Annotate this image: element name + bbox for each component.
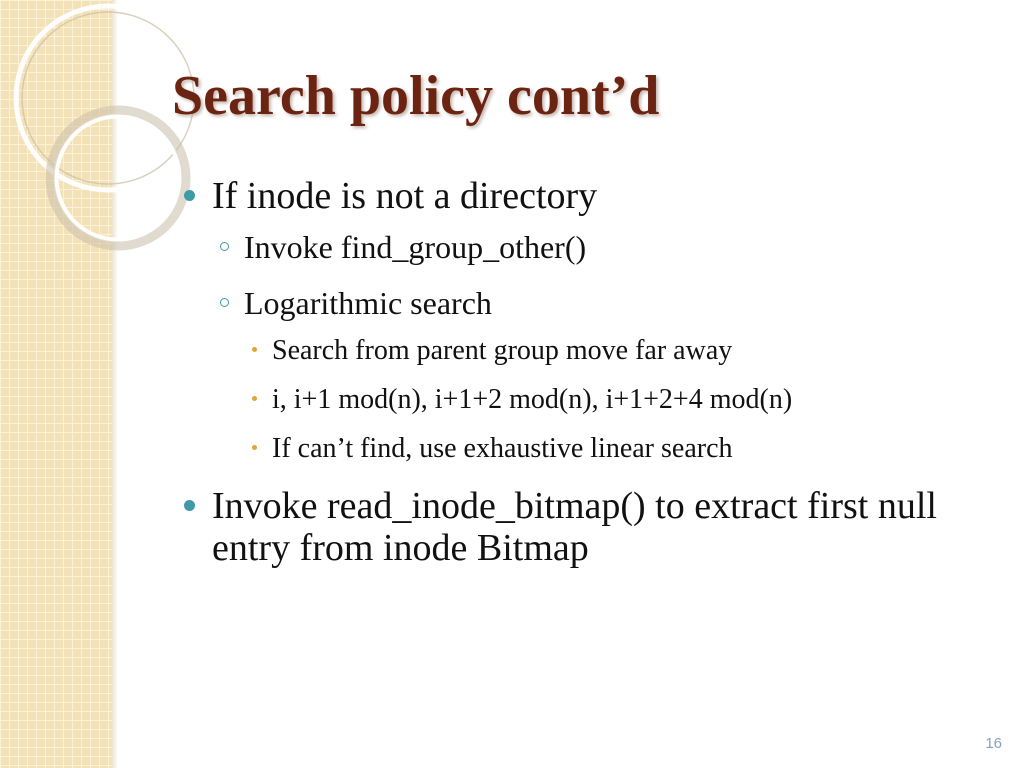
sub-sub-bullet-item [244,335,960,367]
sub-bullet-item [212,285,960,465]
bullet-item [180,175,960,465]
sub-bullet-text: Logarithmic search [244,285,492,321]
bullet-list [180,175,960,569]
small-dot-bullet-icon [252,347,257,352]
sub-bullet-list [212,229,960,465]
bullet-text: Invoke read_inode_bitmap() to extract first null entry from inode Bitmap [212,485,937,569]
sub-sub-bullet-list [244,335,960,465]
sub-sub-bullet-item [244,433,960,465]
bullet-text: If inode is not a directory [212,175,598,217]
page-number: 16 [985,735,1002,752]
sub-sub-bullet-item [244,384,960,416]
ring-bullet-icon [220,242,229,251]
sub-sub-bullet-text: i, i+1 mod(n), i+1+2 mod(n), i+1+2+4 mod(n) [272,384,793,415]
ring-bullet-icon [220,298,229,307]
sub-bullet-text: Invoke find_group_other() [244,229,587,265]
sub-sub-bullet-text: Search from parent group move far away [272,335,733,366]
bullet-item [180,485,960,569]
small-dot-bullet-icon [252,396,257,401]
bullet-dot-icon [184,500,195,511]
slide-content [180,175,960,579]
bullet-dot-icon [184,190,195,201]
small-dot-bullet-icon [252,445,257,450]
slide-title: Search policy cont’d [172,65,660,127]
sub-bullet-item [212,229,960,265]
sub-sub-bullet-text: If can’t find, use exhaustive linear search [272,433,733,464]
